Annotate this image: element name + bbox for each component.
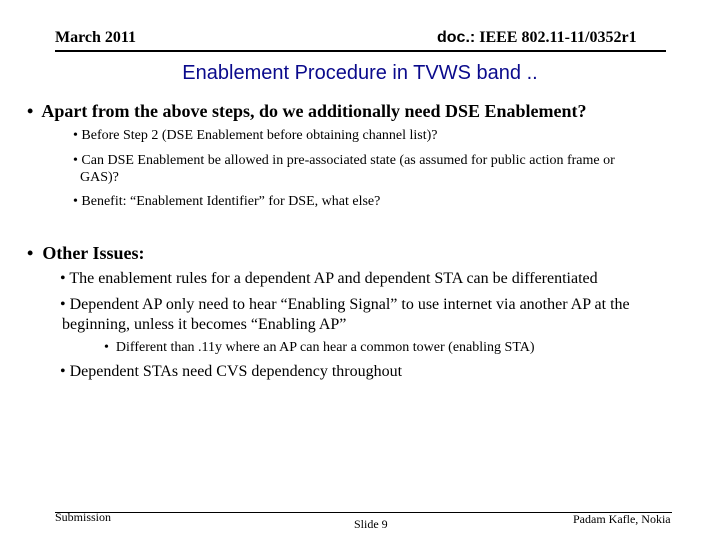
bullet-text: The enablement rules for a dependent AP and dependent STA can be differentiated: [69, 270, 598, 287]
doc-prefix: doc.:: [437, 29, 476, 46]
sub-bullet-dependent-ap-cont: beginning, unless it becomes “Enabling AP”: [62, 316, 347, 333]
header-date: March 2011: [55, 29, 137, 46]
bullet-other-issues: [27, 243, 145, 264]
bullet-dot-icon: •: [73, 128, 78, 143]
bullet-text: Dependent AP only need to hear “Enabling Signal” to use internet via another AP at the: [69, 296, 630, 313]
doc-number: IEEE 802.11-11/0352r1: [479, 29, 637, 46]
bullet-text: Before Step 2 (DSE Enablement before obtaining channel list)?: [81, 128, 438, 143]
bullet-dot-icon: •: [27, 101, 34, 121]
bullet-text: Can DSE Enablement be allowed in pre-associated state (as assumed for public action frame or: [81, 153, 615, 168]
slide-title: Enablement Procedure in TVWS band ..: [182, 62, 538, 84]
sub-bullet-benefit: [73, 194, 380, 210]
header-doc-id: [437, 29, 637, 47]
sub-bullet-pre-associated-cont: GAS)?: [80, 170, 119, 185]
sub-bullet-dependent-ap: [60, 296, 630, 314]
bullet-text: Different than .11y where an AP can hear a common tower (enabling STA): [115, 340, 535, 355]
sub-bullet-dependent-stas: [60, 363, 402, 381]
sub-sub-bullet-11y: [104, 340, 535, 356]
sub-bullet-enablement-rules: [60, 270, 598, 288]
sub-bullet-pre-associated: [73, 153, 615, 169]
sub-bullet-before-step2: [73, 128, 438, 144]
bullet-dot-icon: •: [60, 270, 66, 287]
bullet-dot-icon: •: [60, 296, 66, 313]
bullet-text: Apart from the above steps, do we additionally need DSE Enablement?: [41, 101, 587, 121]
footer-submission: Submission: [55, 510, 112, 524]
bullet-text: Dependent STAs need CVS dependency throughout: [69, 363, 403, 380]
bullet-dot-icon: •: [104, 340, 109, 355]
bullet-text: Other Issues:: [42, 243, 145, 263]
bullet-dot-icon: •: [73, 194, 78, 209]
footer-author: Padam Kafle, Nokia: [573, 512, 671, 526]
footer-slide-number: Slide 9: [354, 517, 388, 531]
bullet-dot-icon: •: [73, 153, 78, 168]
bullet-dot-icon: •: [27, 243, 34, 263]
header-divider: [55, 50, 666, 52]
bullet-dot-icon: •: [60, 363, 66, 380]
bullet-text: Benefit: “Enablement Identifier” for DSE, what else?: [81, 194, 381, 209]
bullet-dse-enablement: [27, 101, 587, 122]
